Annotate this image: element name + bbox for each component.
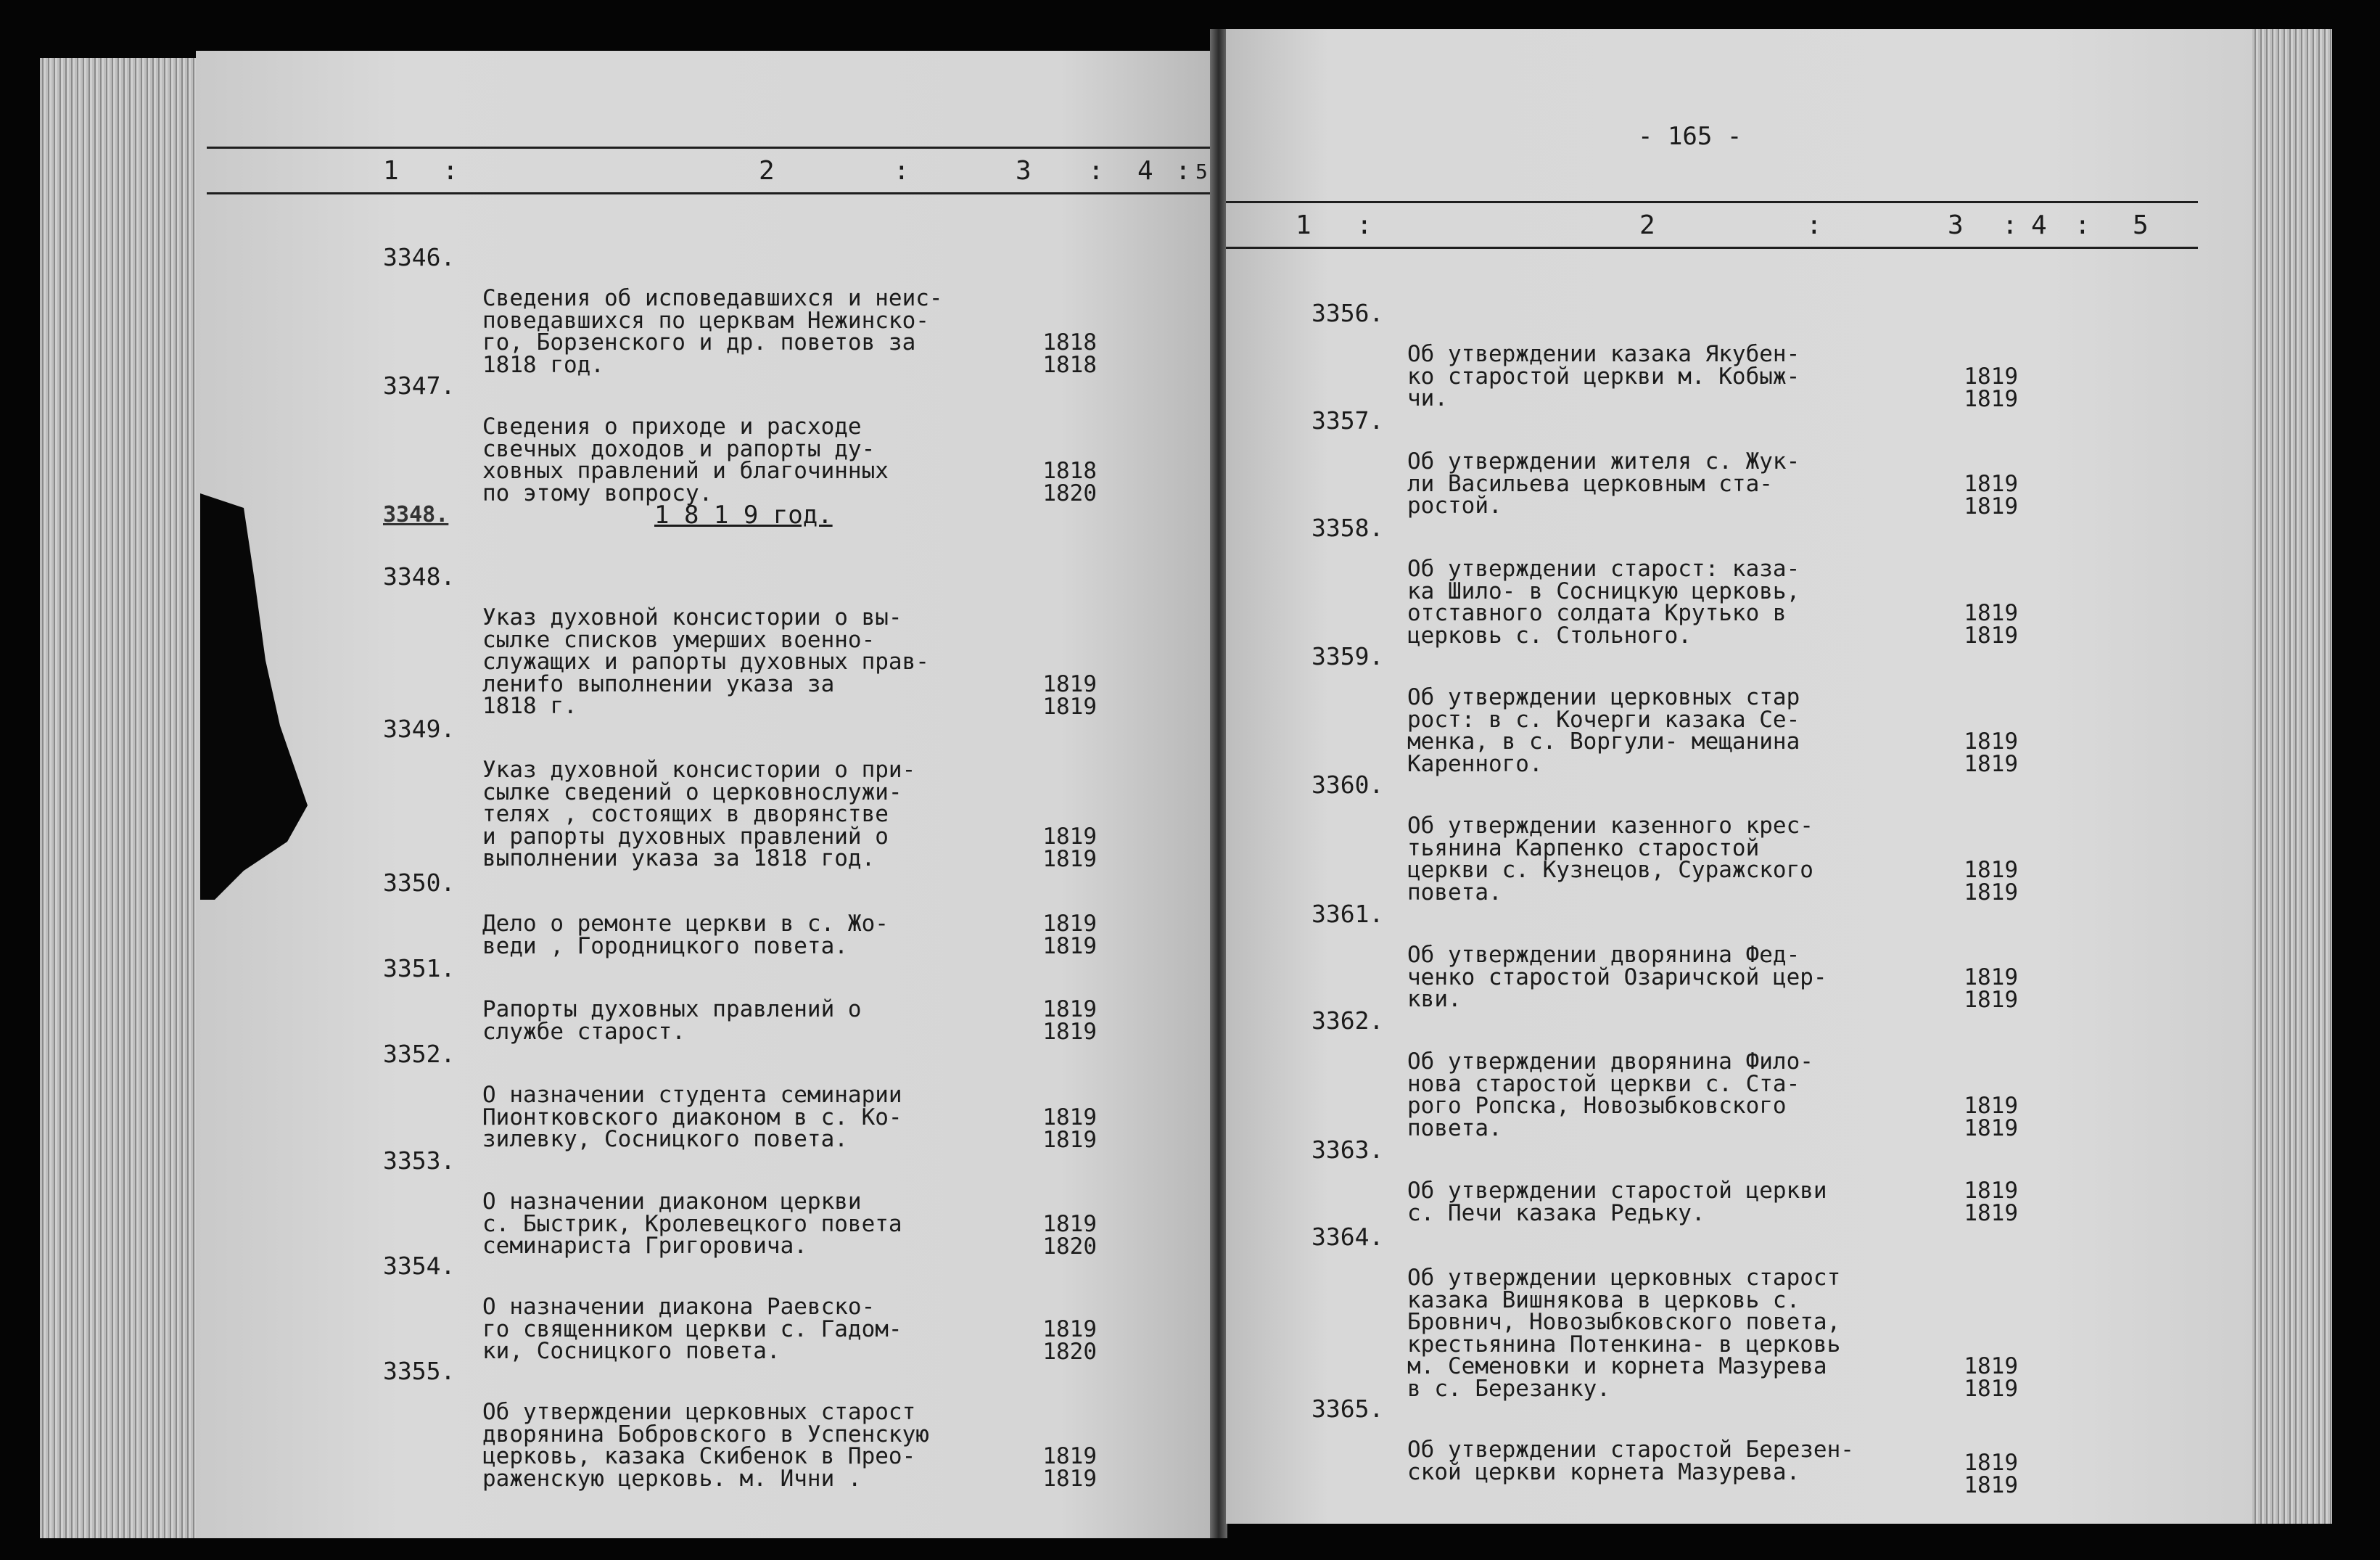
- entry-number: 3363.: [1312, 1136, 1384, 1164]
- entry-dates: 1819 1819: [1964, 364, 2018, 412]
- entry-dates: 1819 1819: [1964, 1353, 2018, 1402]
- entry-dates: 1819 1819: [1042, 671, 1097, 720]
- column-separator: :: [1175, 156, 1191, 186]
- entry-number: 3347.: [383, 371, 456, 400]
- entry-dates: 1819 1819: [1964, 857, 2018, 906]
- column-header-1: 1: [383, 156, 399, 186]
- entry-dates: 1819 1820: [1042, 1211, 1097, 1260]
- entry-number: 3359.: [1312, 642, 1384, 670]
- column-header-3: 3: [1948, 210, 1964, 240]
- entry-number: 3350.: [383, 869, 456, 897]
- entry-number: 3356.: [1312, 299, 1384, 327]
- right-page: [1226, 29, 2252, 1524]
- entry-number: 3358.: [1312, 514, 1384, 542]
- entry-number: 3351.: [383, 954, 456, 982]
- entry-description: Рапорты духовных правлений о службе старост.: [482, 996, 862, 1045]
- column-header-5: 5: [1195, 160, 1208, 184]
- entry-number: 3346.: [383, 243, 456, 271]
- entry-description: Об утверждении церковных старост дворянина Бобровского в Успенскую церковь, казака Скибенок в Прео- раженскую церковь. м. Ични .: [482, 1399, 929, 1492]
- column-separator: :: [894, 156, 910, 186]
- column-separator: :: [442, 156, 458, 186]
- entry-description: Об утверждении старост: каза- ка Шило- в Сосницкую церковь, отставного солдата Крутько в церковь с. Стольного.: [1407, 556, 1800, 649]
- entry-number: 3354.: [383, 1252, 456, 1280]
- entry-number: 3352.: [383, 1040, 456, 1068]
- entry-dates: 1818 1818: [1042, 329, 1097, 378]
- entry-description: Указ духовной консистории о вы- сылке списков умерших военно- служащих и рапорты духовных прав- лениfо выполнении указа за 1818 г.: [482, 604, 929, 719]
- entry-description: Сведения о приходе и расходе свечных доходов и рапорты ду- ховных правлений и благочинных по этому вопросу.: [482, 414, 889, 506]
- column-separator: :: [2075, 210, 2091, 240]
- entry-dates: 1819 1819: [1964, 1093, 2018, 1141]
- entry-description: Об утверждении жителя с. Жук- ли Васильева церковным ста- ростой.: [1407, 448, 1800, 519]
- column-header-3: 3: [1016, 156, 1032, 186]
- entry-number: 3362.: [1312, 1006, 1384, 1035]
- entry-number: 3364.: [1312, 1223, 1384, 1251]
- entry-dates: 1819 1820: [1042, 1316, 1097, 1365]
- column-header-2: 2: [759, 156, 775, 186]
- column-header-5: 5: [2133, 210, 2149, 240]
- column-header-1: 1: [1296, 210, 1312, 240]
- entry-description: Сведения об исповедавшихся и неис- поведавшихся по церквам Нежинско- го, Борзенского и др. поветов за 1818 год.: [482, 285, 943, 378]
- entry-dates: 1819 1819: [1964, 1178, 2018, 1226]
- book-page-edges-left: [40, 58, 196, 1538]
- header-rule-top: [207, 147, 1211, 149]
- entry-description: О назначении диакона Раевско- го священником церкви с. Гадом- ки, Сосницкого повета.: [482, 1294, 902, 1364]
- entry-description: Об утверждении казенного крес- тьянина Карпенко старостой церкви с. Кузнецов, Суражского повета.: [1407, 813, 1813, 906]
- entry-description: Об утверждении церковных стар рост: в с. Кочерги казака Се- менка, в с. Воргули- мещанина Каренного.: [1407, 684, 1800, 777]
- entry-dates: 1819 1819: [1964, 471, 2018, 520]
- entry-dates: 1819 1819: [1964, 964, 2018, 1013]
- entry-description: Об утверждении старостой церкви с. Печи казака Редьку.: [1407, 1178, 1827, 1226]
- book-gutter: [1210, 29, 1227, 1538]
- page-number: - 165 -: [1638, 122, 1742, 151]
- column-separator: :: [2002, 210, 2018, 240]
- entry-number: 3349.: [383, 715, 456, 743]
- left-page: [196, 51, 1211, 1538]
- entry-number: 3357.: [1312, 406, 1384, 435]
- entry-dates: 1819 1819: [1042, 911, 1097, 959]
- entry-number: 3348.: [383, 562, 456, 591]
- entry-number: 3360.: [1312, 771, 1384, 799]
- struck-entry-number: 3348.: [383, 502, 449, 527]
- column-header-4: 4: [1137, 156, 1153, 186]
- column-separator: :: [1088, 156, 1104, 186]
- entry-description: О назначении студента семинарии Пионтковского диаконом в с. Ко- зилевку, Сосницкого повета.: [482, 1082, 902, 1152]
- column-separator: :: [1806, 210, 1822, 240]
- entry-description: Об утверждении старостой Березен- ской церкви корнета Мазурева.: [1407, 1437, 1854, 1485]
- entry-description: Дело о ремонте церкви в с. Жо- веди , Городницкого повета.: [482, 911, 889, 959]
- header-rule-top: [1226, 201, 2198, 203]
- entry-dates: 1819 1819: [1042, 1104, 1097, 1153]
- entry-dates: 1819 1819: [1964, 1450, 2018, 1498]
- entry-number: 3365.: [1312, 1395, 1384, 1423]
- entry-dates: 1819 1819: [1042, 1443, 1097, 1492]
- header-rule-bottom: [207, 192, 1211, 194]
- column-header-2: 2: [1639, 210, 1655, 240]
- entry-dates: 1819 1819: [1964, 728, 2018, 777]
- entry-description: О назначении диаконом церкви с. Быстрик, Кролевецкого повета семинариста Григоровича.: [482, 1189, 902, 1259]
- entry-description: Указ духовной консистории о при- сылке сведений о церковнослужи- телях , состоящих в дворянстве и рапорты духовных правлений о выполнении указа за 1818 год.: [482, 757, 916, 871]
- column-separator: :: [1356, 210, 1372, 240]
- entry-number: 3353.: [383, 1146, 456, 1175]
- ink-blot-decoration: [200, 493, 309, 900]
- column-header-4: 4: [2031, 210, 2047, 240]
- entry-number: 3355.: [383, 1357, 456, 1385]
- entry-description: Об утверждении церковных старост казака Вишнякова в церковь с. Бровнич, Новозыбковского повета, крестьянина Потенкина- в церковь м. Семеновки и корнета Мазурева в с. Березанку.: [1407, 1265, 1841, 1402]
- entry-dates: 1819 1819: [1042, 824, 1097, 872]
- entry-number: 3361.: [1312, 900, 1384, 928]
- entry-description: Об утверждении дворянина Фед- ченко старостой Озаричской цер- кви.: [1407, 942, 1827, 1012]
- book-page-edges-right: [2252, 29, 2332, 1524]
- header-rule-bottom: [1226, 247, 2198, 249]
- entry-description: Об утверждении казака Якубен- ко старостой церкви м. Кобыж- чи.: [1407, 341, 1800, 411]
- entry-dates: 1818 1820: [1042, 458, 1097, 506]
- entry-description: Об утверждении дворянина Фило- нова старостой церкви с. Ста- рого Ропска, Новозыбковского повета.: [1407, 1048, 1813, 1141]
- entry-dates: 1819 1819: [1042, 996, 1097, 1045]
- entry-dates: 1819 1819: [1964, 600, 2018, 649]
- year-heading: 1 8 1 9 год.: [654, 501, 833, 530]
